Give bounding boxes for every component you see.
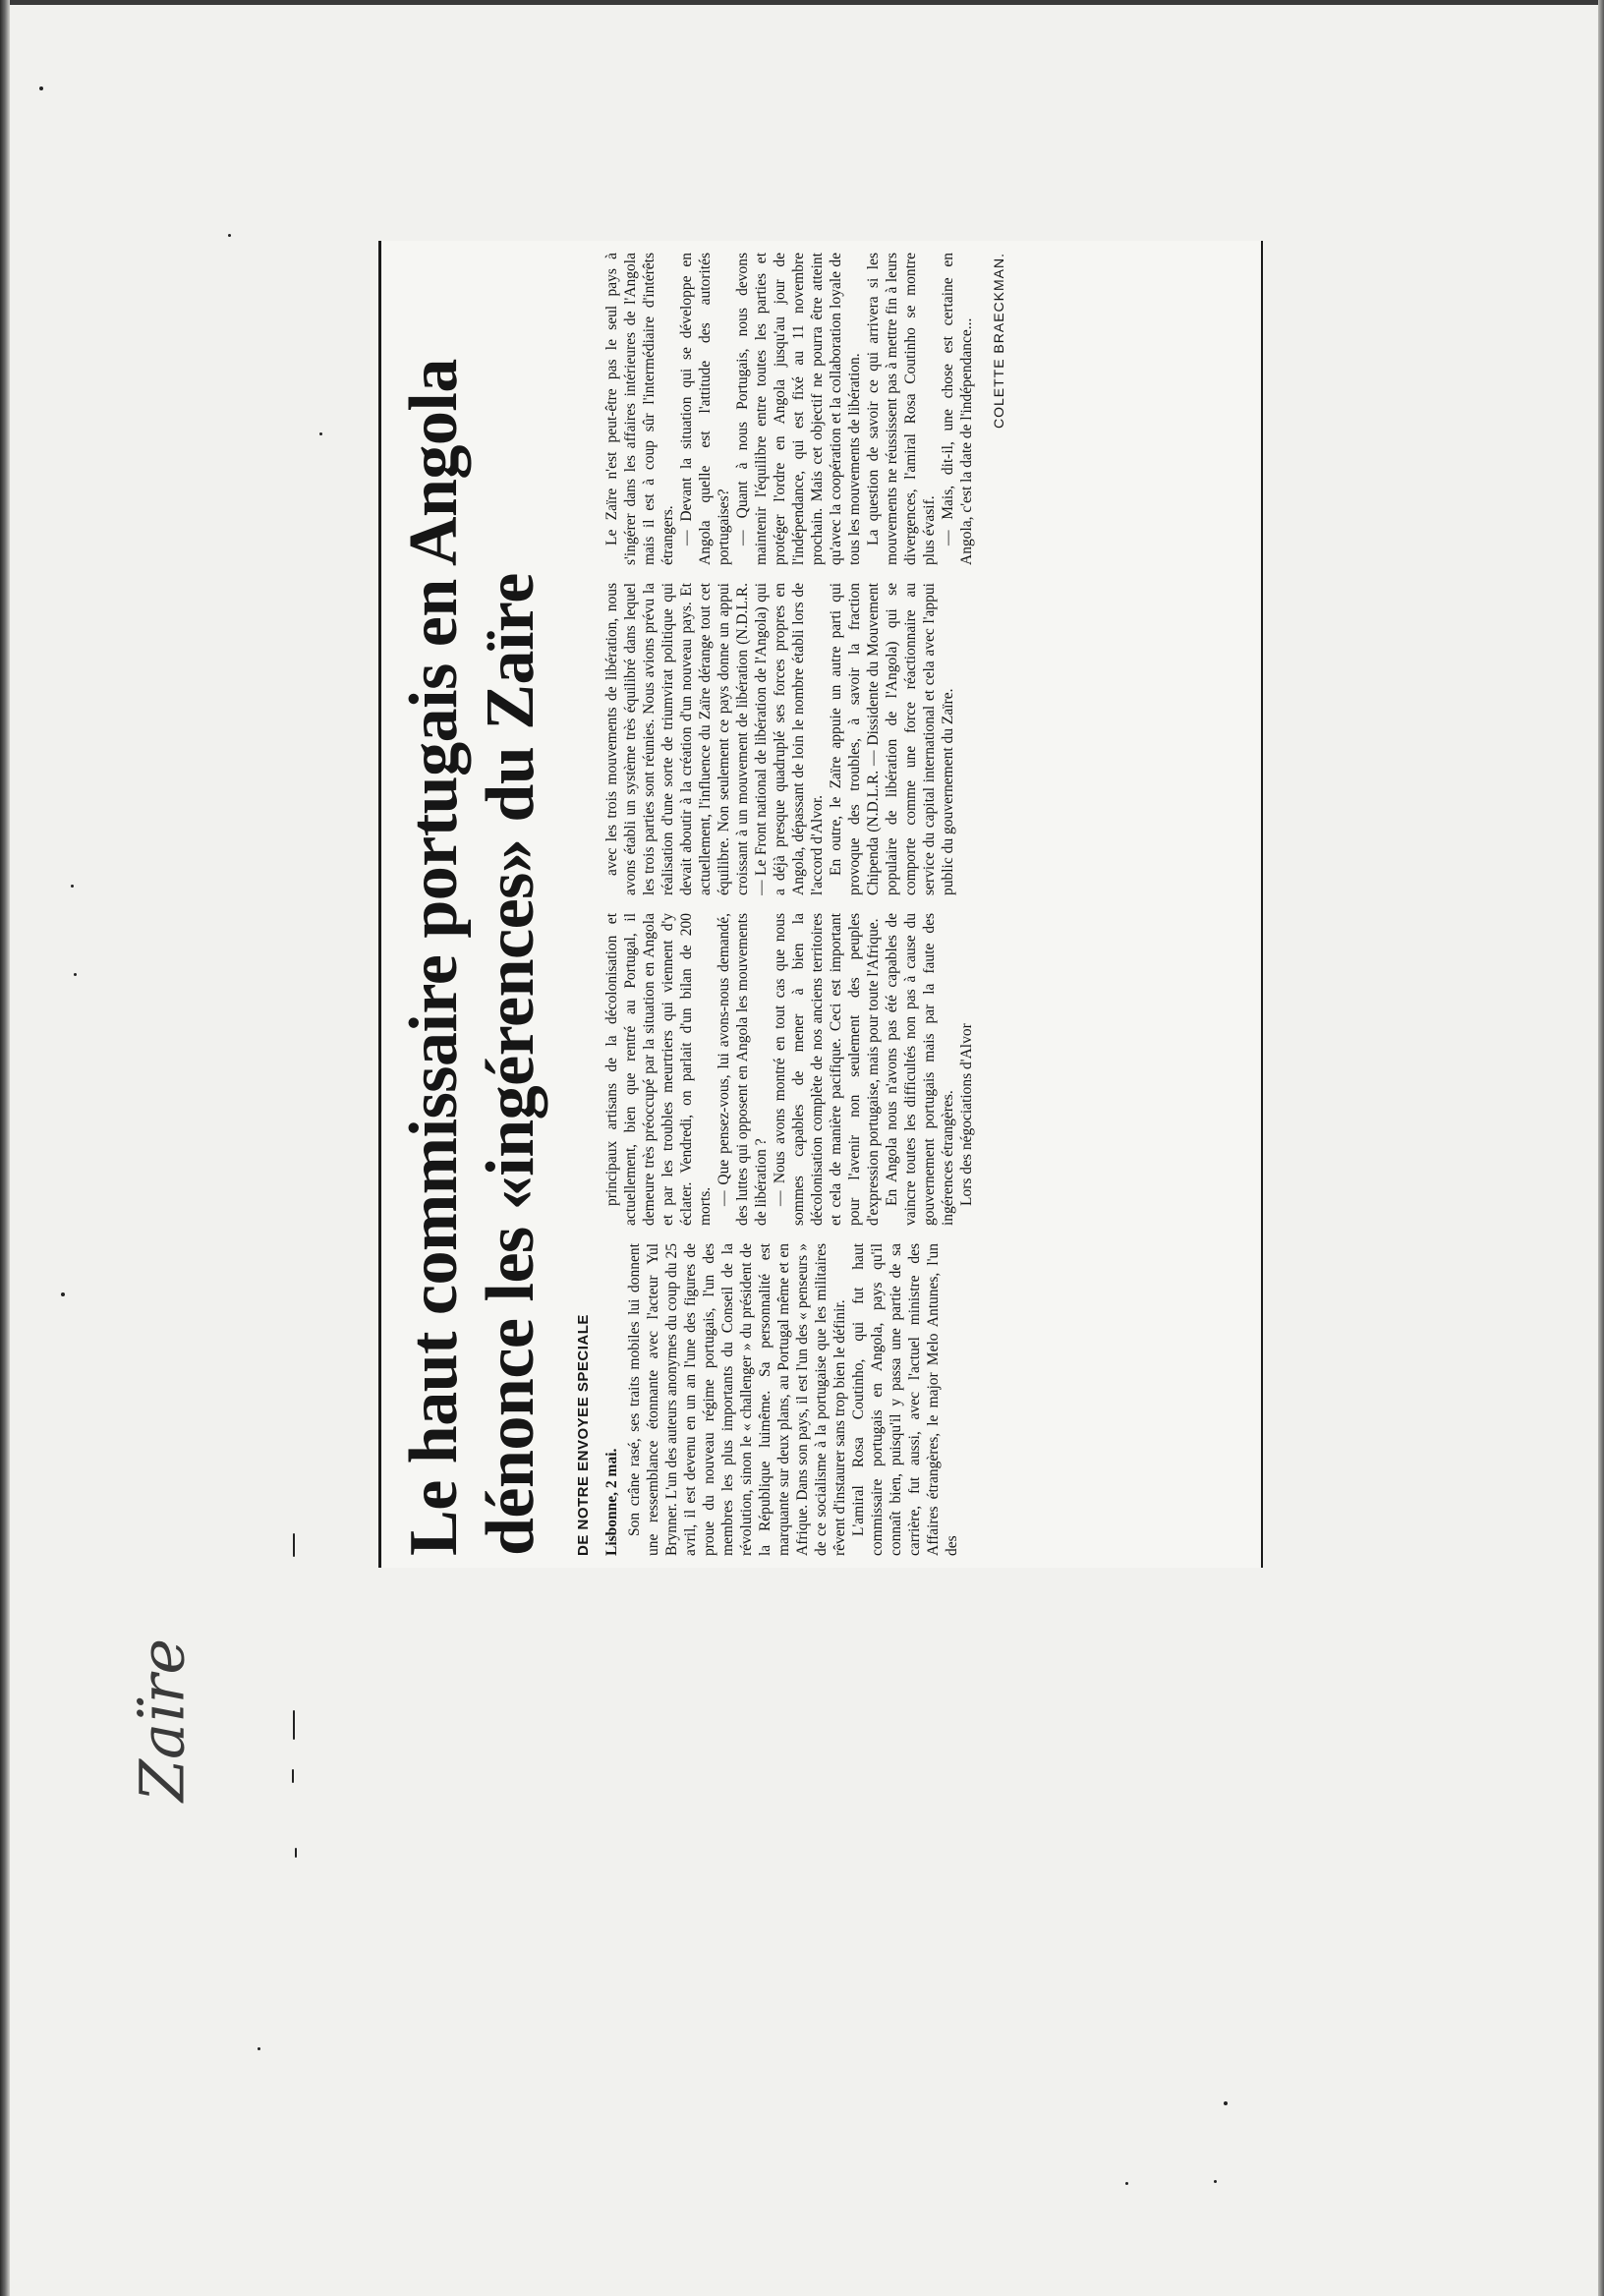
scan-edge-left	[0, 0, 10, 2296]
paragraph: En outre, le Zaïre appuie un autre parti qui provoque des troubles, à savoir la fraction Chipenda (N.D.L.R. — Dissidente du Mouvement populaire de libération de l'Angola) qui se comporte comme une force réactionnaire au service du capital international et cela avec l'appui public du gouvernement du Zaïre.	[828, 583, 956, 895]
scan-edge-top	[0, 0, 1604, 5]
scan-edge-right	[1598, 0, 1604, 2296]
scan-speck	[293, 1710, 295, 1740]
column-2	[602, 913, 1251, 1226]
headline-line-2: dénonce les «ingérences» du Zaïre	[473, 573, 548, 1556]
scan-speck	[228, 234, 231, 237]
paragraph: En Angola nous n'avons pas été capables de vaincre toutes les difficultés non pas à cause du gouvernement portugais mais par la faute des ingérences étrangères.	[884, 913, 956, 1226]
kicker: DE NOTRE ENVOYEE SPECIALE	[575, 1314, 592, 1556]
rule-top	[378, 241, 381, 1568]
article	[378, 241, 1263, 1568]
rule-bottom	[1261, 241, 1263, 1568]
paragraph: avec les trois mouvements de libération, nous avons établi un système très équilibré dans lequel les trois parties sont réunies. Nous avions prévu la réalisation d'une sorte de triumvirat politique qui devait aboutir à la création d'un nouveau pays. Et actuellement, l'influence du Zaïre dérange tout cet équilibre. Non seulement ce pays donne un appui croissant à un mouvement de libération (N.D.L.R. — Le Front national de libération de l'Angola) qui a déjà presque quadruplé ses forces propres en Angola, dépassant de loin le nombre établi lors de l'accord d'Alvor.	[603, 583, 826, 895]
scan-speck	[39, 86, 43, 90]
paragraph: Lors des négociations d'Alvor	[958, 1023, 975, 1206]
headline-line-1: Le haut commissaire portugais en Angola	[396, 359, 472, 1556]
dateline: Lisbonne, 2 mai.	[603, 1448, 620, 1556]
handwritten-text: Zaïre	[126, 1637, 199, 1803]
scan-speck	[258, 2047, 260, 2050]
paragraph: — Que pensez-vous, lui avons-nous demandé, des luttes qui opposent en Angola les mouvements de libération ?	[716, 913, 770, 1226]
scan-speck	[292, 1769, 294, 1783]
paragraph: principaux artisans de la décolonisation et actuellement, bien que rentré au Portugal, il demeure très préoccupé par la situation en Angola et par les troubles meurtriers qui viennent d'y éclater. Vendredi, on parlait d'un bilan de 200 morts.	[603, 913, 714, 1226]
scan-speck	[1224, 2101, 1228, 2105]
paragraph: Son crâne rasé, ses traits mobiles lui donnent une ressemblance étonnante avec l'acteur Yul Brynner. L'un des auteurs anonymes du coup du 25 avril, il est devenu en un an l'une des figures de proue du nouveau régime portugais, l'un des membres les plus importants du Conseil de la révolution, sinon le « challenger » du président de la République luimême. Sa personnalité est marquante sur deux plans, au Portugal même et en Afrique. Dans son pays, il est l'un des « penseurs » de ce socialisme à la portugaise que les militaires rêvent d'instaurer sans trop bien le définir.	[626, 1243, 848, 1556]
scan-speck	[293, 1533, 295, 1557]
scan-speck	[71, 885, 74, 888]
newspaper-clipping	[378, 241, 1263, 1568]
column-3	[602, 583, 1251, 895]
column-1	[602, 1243, 1251, 1556]
article-columns	[602, 253, 1251, 1556]
paragraph: L'amiral Rosa Coutinho, qui fut haut commissaire portugais en Angola, pays qu'il connaît bien, puisqu'il y passa une partie de sa carrière, fut aussi, avec l'actuel ministre des Affaires étrangères, le major Melo Antunes, l'un des	[850, 1243, 960, 1556]
scan-speck	[1125, 2182, 1128, 2185]
column-4	[602, 253, 1251, 565]
headline	[396, 258, 549, 1556]
scan-speck	[74, 973, 77, 976]
paragraph: La question de savoir ce qui arrivera si les mouvements ne réussissent pas à mettre fin à leurs divergences, l'amiral Rosa Coutinho se montre plus évasif.	[865, 253, 938, 565]
scan-speck	[295, 1848, 297, 1858]
paragraph: — Mais, dit-il, une chose est certaine en Angola, c'est la date de l'indépendance...	[940, 253, 975, 565]
byline: COLETTE BRAECKMAN.	[991, 253, 1006, 430]
scan-speck	[319, 432, 322, 435]
scan-speck	[1214, 2180, 1217, 2183]
paragraph: Le Zaïre n'est peut-être pas le seul pays à s'ingérer dans les affaires intérieures de l'Angola mais il est à coup sûr l'intermédiaire d'intérêts étrangers.	[603, 253, 676, 565]
paragraph: — Devant la situation qui se développe en Angola quelle est l'attitude des autorités portugaises?	[678, 253, 732, 565]
handwritten-note	[103, 1637, 221, 1803]
scan-speck	[61, 1292, 65, 1296]
paragraph: — Quant à nous Portugais, nous devons maintenir l'équilibre entre toutes les parties et protéger l'ordre en Angola jusqu'au jour de l'indépendance, qui est fixé au 11 novembre prochain. Mais cet objectif ne pourra être atteint qu'avec la coopération et la collaboration loyale de tous les mouvements de libération.	[734, 253, 863, 565]
paragraph: — Nous avons montré en tout cas que nous sommes capables de mener à bien la décolonisation complète de nos anciens territoires et cela de manière pacifique. Ceci est important pour l'avenir non seulement des peuples d'expression portugaise, mais pour toute l'Afrique.	[772, 913, 882, 1226]
